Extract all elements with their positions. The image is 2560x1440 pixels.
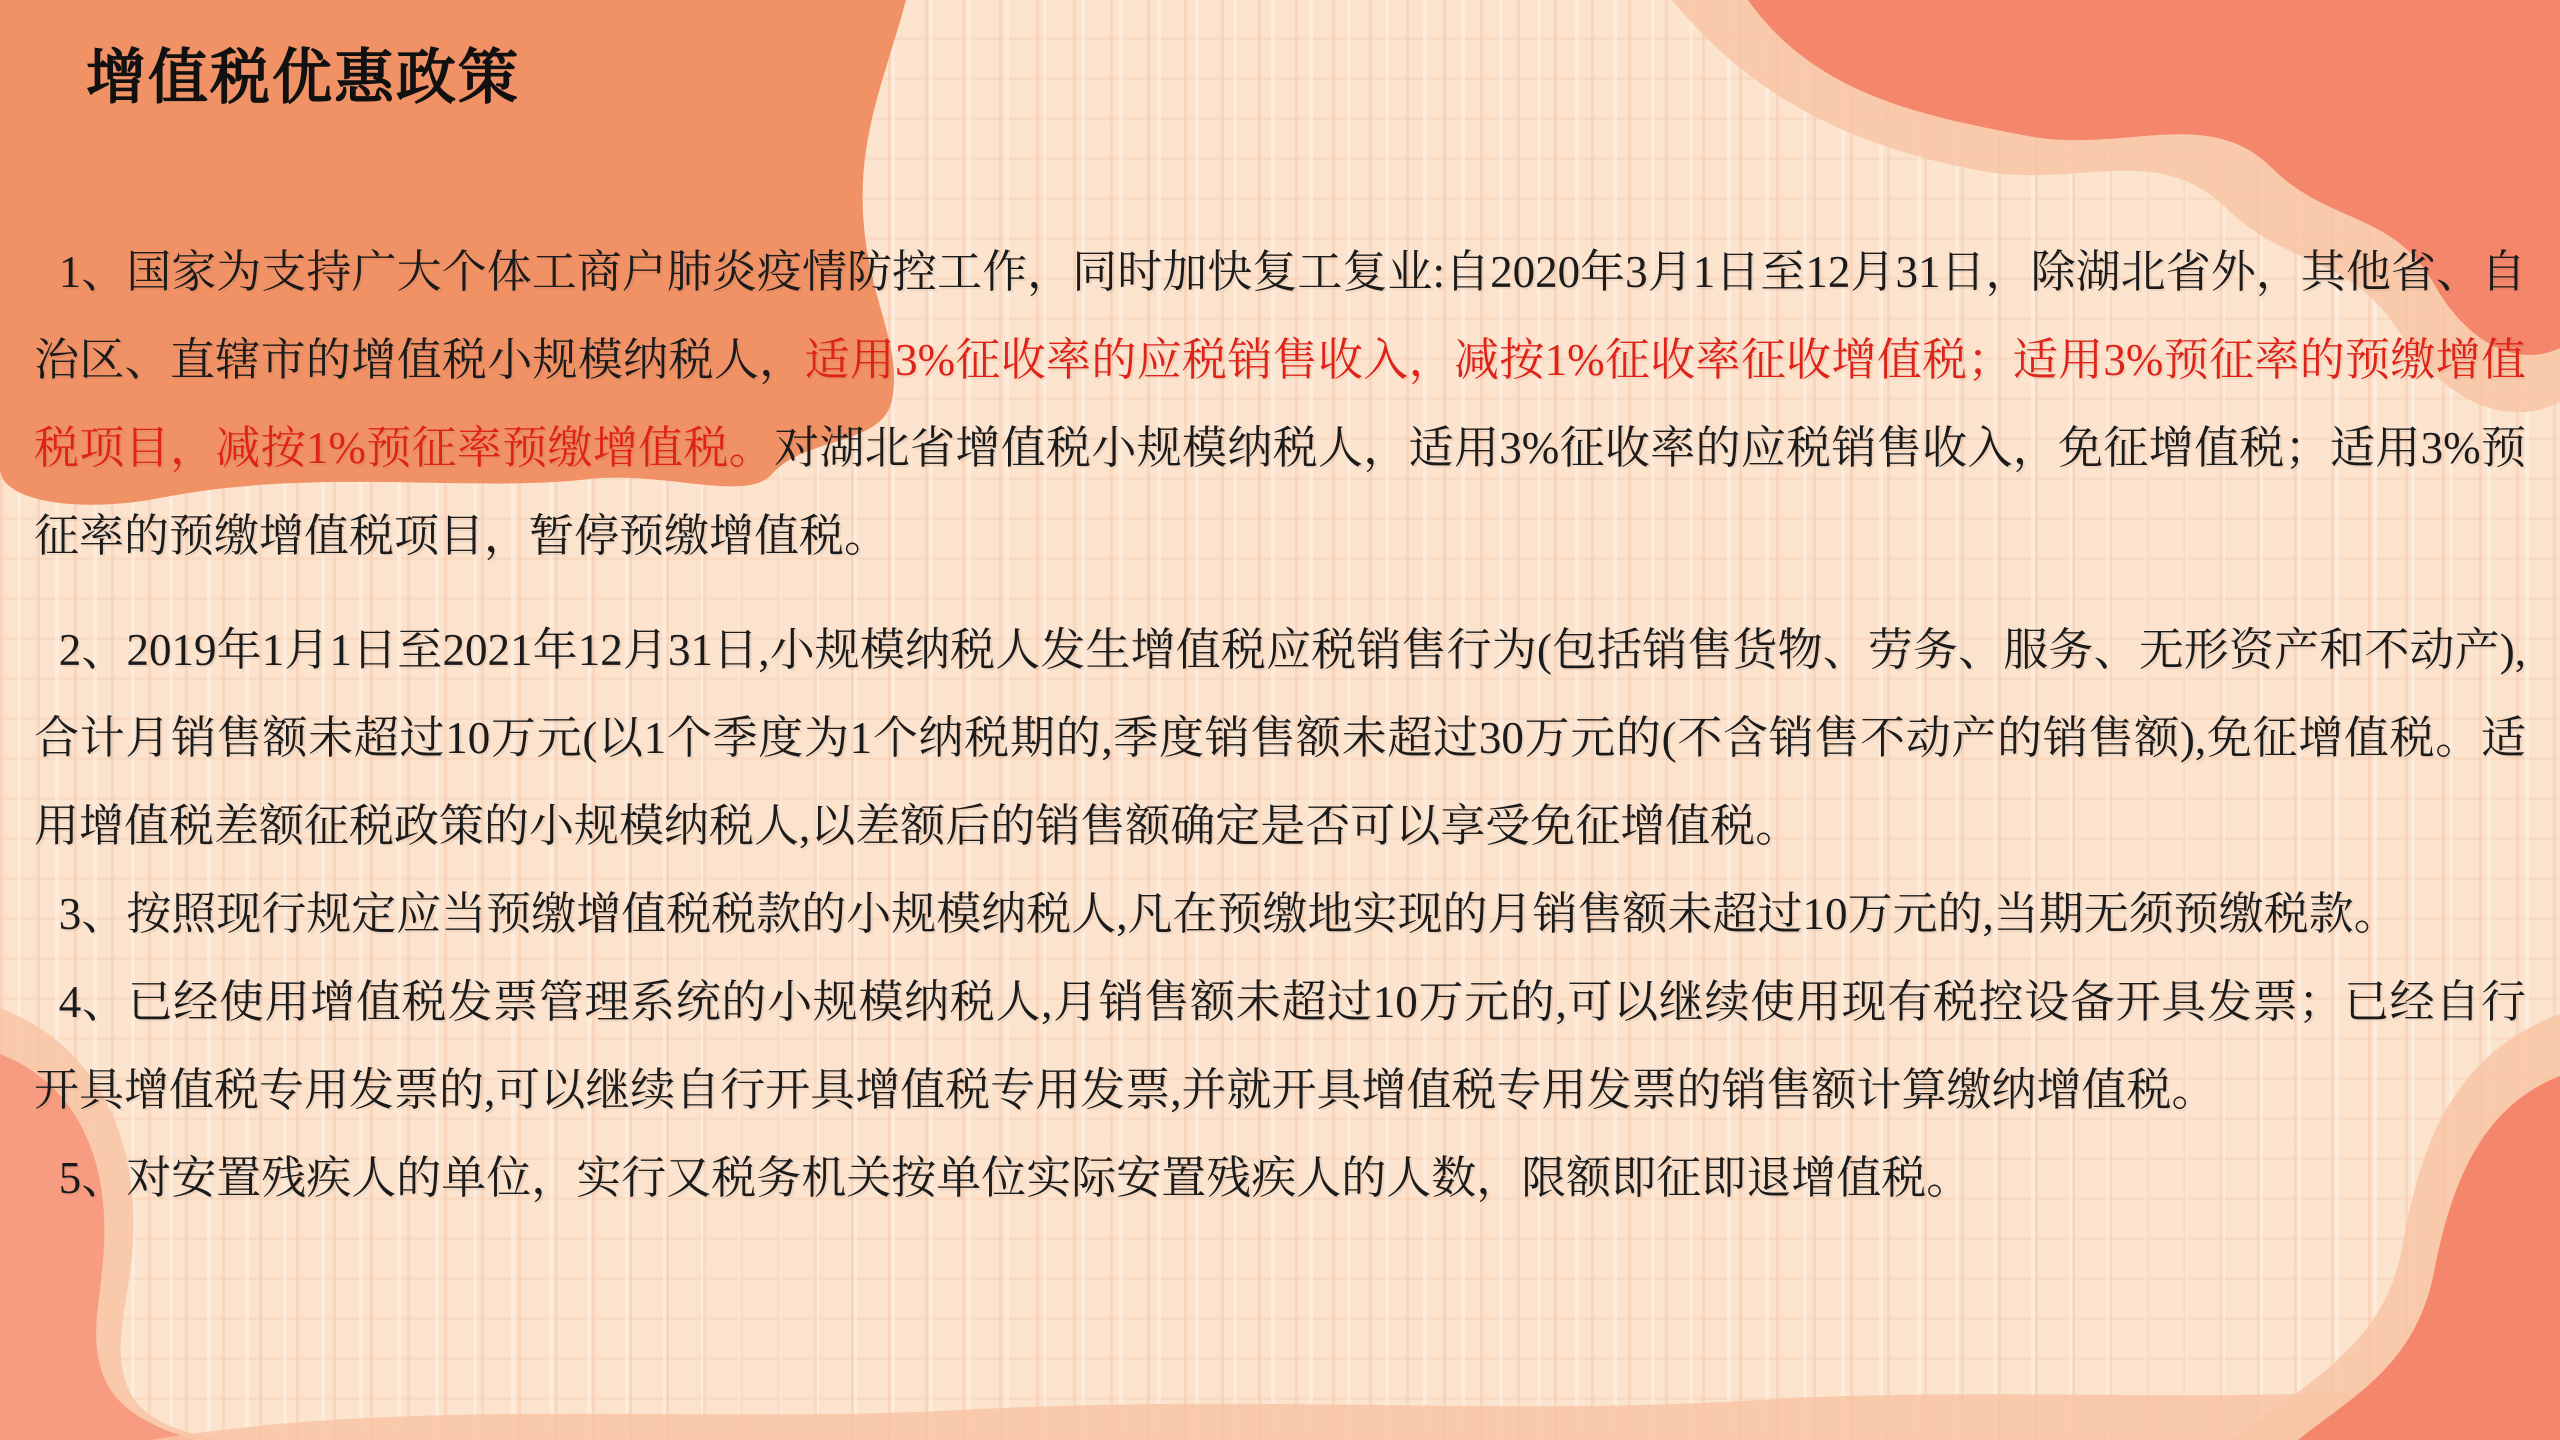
p1-black-tail: 对湖北省增值税小规模纳税人，适用3%征收率的应税销售收入，免征增值税；适用3%预征率的预缴增值税项目，暂停预缴增值税。 <box>34 423 2526 561</box>
paragraph-5 <box>34 1134 2526 1222</box>
page-title: 增值税优惠政策 <box>86 45 520 111</box>
policy-text <box>30 228 2530 1222</box>
p1-black-lead: 1、国家为支持广大个体工商户肺炎疫情防控工作，同时加快复工复业:自2020年3月1日至12月31日，除湖北省外，其他省、自治区、直辖市的增值税小规模纳税人， <box>34 247 2526 385</box>
p1-red-highlight: 适用3%征收率的应税销售收入，减按1%征收率征收增值税；适用3%预征率的预缴增值税项目，减按1%预征率预缴增值税。 <box>34 335 2526 473</box>
p5-text: 5、对安置残疾人的单位，实行又税务机关按单位实际安置残疾人的人数，限额即征即退增值税。 <box>58 1153 1972 1203</box>
p4-text: 4、已经使用增值税发票管理系统的小规模纳税人,月销售额未超过10万元的,可以继续使用现有税控设备开具发票；已经自行开具增值税专用发票的,可以继续自行开具增值税专用发票,并就开具增值税专用发票的销售额计算缴纳增值税。 <box>34 977 2526 1115</box>
p2-text: 2、2019年1月1日至2021年12月31日,小规模纳税人发生增值税应税销售行为(包括销售货物、劳务、服务、无形资产和不动产),合计月销售额未超过10万元(以1个季度为1个纳税期的,季度销售额未超过30万元的(不含销售不动产的销售额),免征增值税。适用增值税差额征税政策的小规模纳税人,以差额后的销售额确定是否可以享受免征增值税。 <box>34 625 2526 851</box>
paragraph-1 <box>34 228 2526 580</box>
paragraph-2 <box>34 606 2526 870</box>
paragraph-3 <box>34 870 2526 958</box>
paragraph-4 <box>34 958 2526 1134</box>
p3-text: 3、按照现行规定应当预缴增值税税款的小规模纳税人,凡在预缴地实现的月销售额未超过10万元的,当期无须预缴税款。 <box>58 889 2399 939</box>
